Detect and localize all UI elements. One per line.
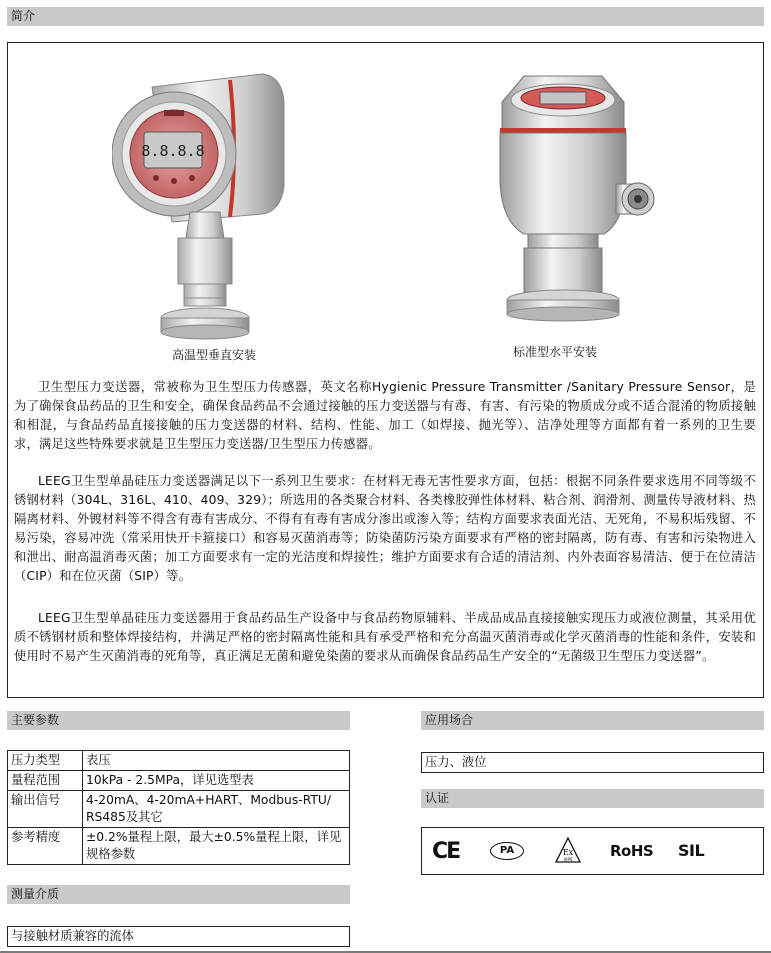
- image-caption-horizontal: 标准型水平安装: [513, 345, 598, 359]
- param-value: ±0.2%量程上限，最大±0.5%量程上限，详见规格参数: [83, 828, 350, 865]
- table-row: [8, 791, 350, 828]
- medium-value: 与接触材质兼容的流体: [7, 926, 350, 947]
- table-row: [8, 751, 350, 771]
- rohs-mark-icon: RoHS: [610, 842, 654, 860]
- product-image-vertical: [112, 62, 292, 340]
- section-header-certification: 认证: [421, 789, 764, 808]
- intro-paragraph-1: 卫生型压力变送器，常被称为卫生型压力传感器，英文名称Hygienic Pressure Transmitter /Sanitary Pressure Sensor，是为了确保食品药品的卫生和安全，确保食品药品不会通过接触的压力变送器与有毒、有害、有污染的物质成分或不适合混淆的物质接触和相混，与食品药品直接接触的压力变送器的材料、结构、性能、加工（如焊接、抛光等）、洁净处理等方面都有着一系列的卫生要求，满足这些特殊要求就是卫生型压力变送器/卫生型压力传感器。: [14, 380, 756, 451]
- image-caption-vertical: 高温型垂直安装: [172, 348, 257, 362]
- intro-paragraph-2: LEEG卫生型单晶硅压力变送器满足以下一系列卫生要求：在材料无毒无害性要求方面，包括：根据不同条件要求选用不同等级不锈钢材料（304L、316L、410、409、329）；所选用的各类聚合材料、各类橡胶弹性体材料、粘合剂、润滑剂、测量传导液材料、热隔离材料、外镀材料等不得含有毒有害成分、不得有有毒有害成分渗出或渗入等；结构方面要求表面光洁、无死角，不易积垢残留、不易污染，容易冲洗（常采用快开卡箍接口）和容易灭菌消毒等；防染菌防污染方面要求有严格的密封隔离，防有毒、有害和污染物进入和泄出、耐高温消毒灭菌；加工方面要求有一定的光洁度和焊接性；维护方面要求有合适的清洁剂、内外表面容易清洁、便于在位清洁（CIP）和在位灭菌（SIP）等。: [14, 474, 756, 583]
- application-value: 压力、液位: [421, 752, 764, 773]
- svg-text:VIPS: VIPS: [563, 857, 573, 862]
- ex-mark-icon: [554, 836, 582, 864]
- param-key: 参考精度: [8, 828, 83, 865]
- params-table: [7, 750, 350, 865]
- certification-logos: [421, 827, 764, 875]
- param-key: 压力类型: [8, 751, 83, 771]
- param-value: 表压: [83, 751, 350, 771]
- param-value: 10kPa - 2.5MPa，详见选型表: [83, 771, 350, 791]
- param-key: 量程范围: [8, 771, 83, 791]
- section-header-intro: 简介: [7, 7, 764, 26]
- intro-paragraph-3: LEEG卫生型单晶硅压力变送器用于食品药品生产设备中与食品药物原辅料、半成品成品直接接触实现压力或液位测量，其采用优质不锈钢材质和整体焊接结构，并满足严格的密封隔离性能和具有承受严格和充分高温灭菌消毒或化学灭菌消毒的性能和条件，安装和使用时不易产生灭菌消毒的死角等，真正满足无菌和避免染菌的要求从而确保食品药品生产安全的“无菌级卫生型压力变送器”。: [14, 611, 756, 663]
- param-value: 4-20mA、4-20mA+HART、Modbus-RTU/ RS485及其它: [83, 791, 350, 828]
- param-key: 输出信号: [8, 791, 83, 828]
- svg-text:Ex: Ex: [562, 848, 574, 857]
- ce-mark-icon: CE: [432, 839, 460, 864]
- lcd-display-text: 8.8.8.8: [141, 142, 205, 160]
- table-row: [8, 828, 350, 865]
- table-row: [8, 771, 350, 791]
- product-image-horizontal: [484, 72, 664, 332]
- section-header-main-params: 主要参数: [7, 711, 350, 730]
- sil-mark-icon: SIL: [678, 841, 705, 860]
- section-header-application: 应用场合: [421, 711, 764, 730]
- section-header-medium: 测量介质: [7, 885, 350, 904]
- pa-mark-icon: PA: [490, 842, 524, 860]
